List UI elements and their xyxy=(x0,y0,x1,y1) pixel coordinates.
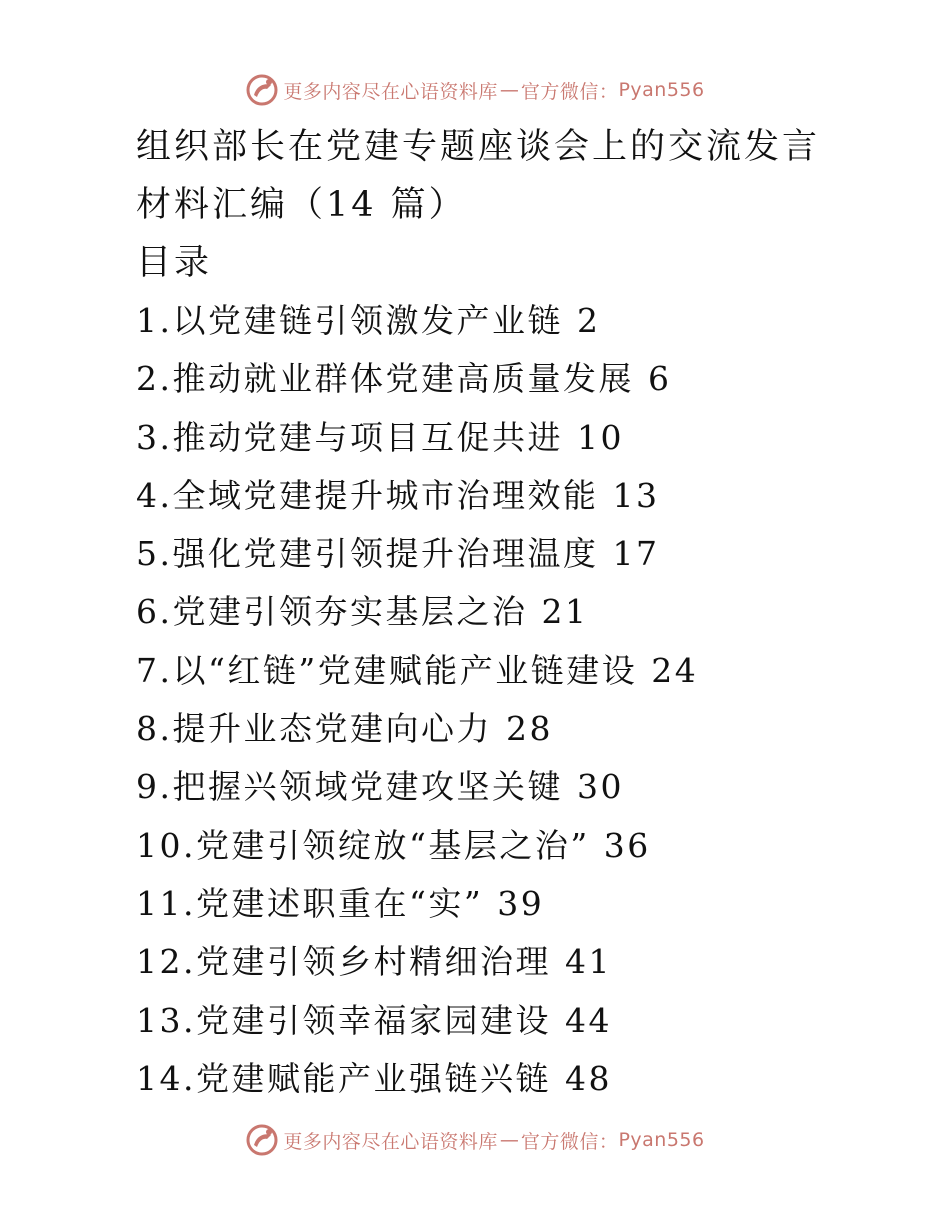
watermark-separator: — xyxy=(499,79,519,101)
toc-item-title: 党建引领幸福家园建设 xyxy=(195,1000,551,1040)
toc-item-title: 党建引领夯实基层之治 xyxy=(172,592,528,632)
toc-item-title: 党建述职重在“实” xyxy=(195,883,484,923)
toc-item-number: 4. xyxy=(136,475,173,515)
toc-item-title: 全域党建提升城市治理效能 xyxy=(172,475,599,515)
toc-item-page: 17 xyxy=(612,534,660,574)
toc-item-number: 6. xyxy=(136,592,173,632)
watermark-wechat-id: Pyan556 xyxy=(618,79,705,101)
watermark-wechat-id: Pyan556 xyxy=(618,1129,705,1151)
watermark-text: 更多内容尽在心语资料库 xyxy=(283,1130,498,1153)
toc-item-page: 24 xyxy=(651,650,699,690)
toc-item[interactable] xyxy=(136,525,896,583)
toc-item-title: 以党建链引领激发产业链 xyxy=(172,301,563,340)
toc-item-number: 2. xyxy=(136,359,173,399)
footer-watermark xyxy=(0,1120,950,1160)
toc-item[interactable] xyxy=(136,817,896,875)
toc-item-page: 30 xyxy=(577,767,624,807)
toc-item-page: 2 xyxy=(577,301,601,340)
toc-item-number: 13. xyxy=(136,1000,196,1040)
toc-item-number: 1. xyxy=(136,301,173,340)
toc-item-title: 党建引领乡村精细治理 xyxy=(195,942,551,982)
toc-item-number: 8. xyxy=(136,709,173,749)
toc-item-title: 推动党建与项目互促共进 xyxy=(172,417,563,457)
toc-item-page: 39 xyxy=(497,883,545,923)
watermark-wechat-label: 官方微信： xyxy=(520,80,619,103)
watermark-text: 更多内容尽在心语资料库 xyxy=(283,80,498,103)
toc-item[interactable] xyxy=(136,292,896,350)
toc-item-title: 以“红链”党建赋能产业链建设 xyxy=(172,650,638,690)
brand-logo-icon xyxy=(245,73,279,107)
toc-item-title: 把握兴领域党建攻坚关键 xyxy=(172,767,563,807)
toc-item-page: 36 xyxy=(603,825,651,865)
toc-heading: 目录 xyxy=(136,243,213,283)
toc-item-page: 41 xyxy=(564,942,612,982)
toc-item[interactable] xyxy=(136,642,896,700)
toc-item-page: 6 xyxy=(648,359,672,399)
toc-item-number: 9. xyxy=(136,767,173,807)
toc-item-title: 提升业态党建向心力 xyxy=(172,709,492,749)
toc-item-title: 推动就业群体党建高质量发展 xyxy=(172,359,634,399)
toc-item[interactable] xyxy=(136,933,896,991)
toc-item-page: 13 xyxy=(612,475,660,515)
toc-item[interactable] xyxy=(136,1050,896,1108)
toc-item-number: 7. xyxy=(136,650,173,690)
toc-item-title: 党建引领绽放“基层之治” xyxy=(195,825,590,865)
toc-item-number: 14. xyxy=(136,1058,196,1098)
toc-item-title: 强化党建引领提升治理温度 xyxy=(172,534,599,574)
toc-item-page: 28 xyxy=(506,709,553,749)
brand-logo-icon xyxy=(245,1123,279,1157)
toc-item[interactable] xyxy=(136,992,896,1050)
toc-item[interactable] xyxy=(136,758,896,816)
watermark-separator: — xyxy=(499,1129,519,1151)
toc-item-number: 10. xyxy=(136,825,196,865)
toc-item-number: 11. xyxy=(136,883,196,923)
document-body xyxy=(136,118,896,1108)
watermark-wechat-label: 官方微信： xyxy=(520,1130,619,1153)
toc-item-page: 21 xyxy=(541,592,589,632)
toc-item[interactable] xyxy=(136,700,896,758)
toc-item-number: 3. xyxy=(136,417,173,457)
toc-item-title: 党建赋能产业强链兴链 xyxy=(195,1058,551,1098)
toc-item-number: 5. xyxy=(136,534,173,574)
toc-list xyxy=(136,292,896,1108)
toc-item-number: 12. xyxy=(136,942,196,982)
toc-item[interactable] xyxy=(136,409,896,467)
toc-item[interactable] xyxy=(136,467,896,525)
toc-item[interactable] xyxy=(136,350,896,408)
toc-item-page: 44 xyxy=(564,1000,612,1040)
toc-item-page: 10 xyxy=(577,417,624,457)
document-title-line1: 组织部长在党建专题座谈会上的交流发言 xyxy=(136,127,821,167)
toc-item[interactable] xyxy=(136,875,896,933)
toc-item[interactable] xyxy=(136,583,896,641)
header-watermark xyxy=(0,70,950,110)
document-title-line2: 材料汇编（14 篇） xyxy=(136,185,467,225)
toc-item-page: 48 xyxy=(564,1058,612,1098)
